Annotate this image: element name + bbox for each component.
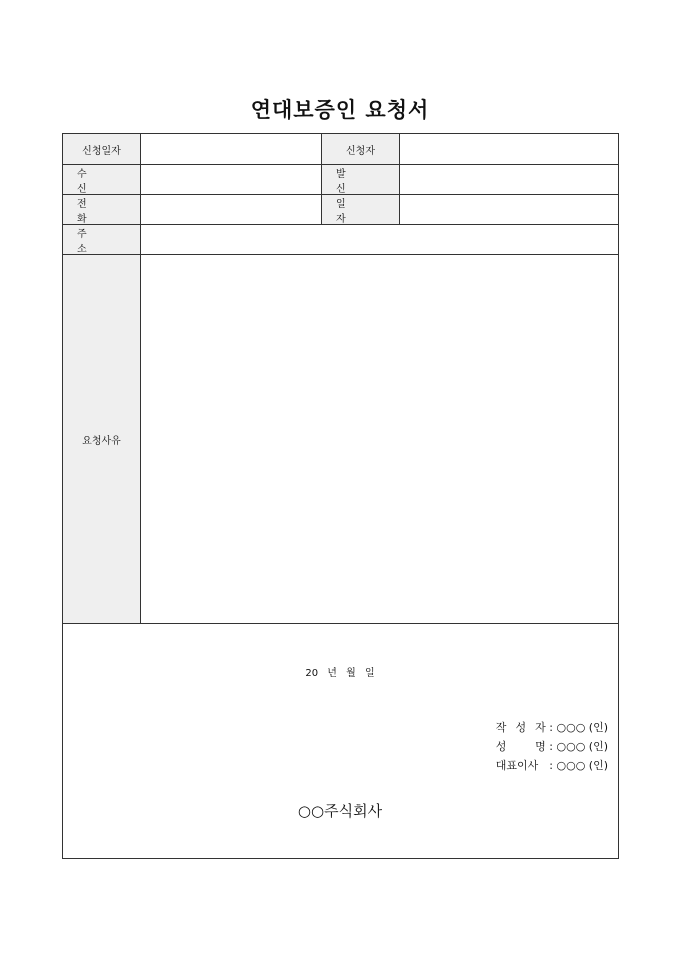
signature-key: 작 성 자 [495, 721, 546, 734]
applicant-label: 신청자 [321, 134, 400, 164]
signature-writer [496, 719, 608, 735]
date-field[interactable] [400, 195, 618, 224]
phone-label: 전 화 [63, 195, 141, 224]
date-label: 일 자 [321, 195, 400, 224]
applicant-field[interactable] [400, 134, 618, 164]
sender-label: 발 신 [321, 165, 400, 194]
document-title: 연대보증인 요청서 [250, 98, 430, 122]
signature-name [496, 738, 608, 754]
reason-label: 요청사유 [63, 255, 141, 623]
address-field[interactable] [141, 225, 618, 254]
address-label: 주 소 [63, 225, 141, 254]
signature-key: 대표이사 [495, 759, 539, 772]
signature-ceo [496, 757, 608, 773]
reason-field[interactable] [141, 255, 618, 623]
phone-field[interactable] [141, 195, 321, 224]
signature-value: : ○○○ (인) [549, 759, 608, 772]
apply-date-label: 신청일자 [63, 134, 141, 164]
date-line: 20 년 월 일 [305, 668, 375, 679]
recipient-label: 수 신 [63, 165, 141, 194]
form-row-address [63, 225, 618, 255]
form-row-recipient [63, 165, 618, 195]
form-row-reason [63, 255, 618, 624]
apply-date-field[interactable] [141, 134, 321, 164]
signature-value: : ○○○ (인) [549, 740, 608, 753]
form-row-phone [63, 195, 618, 225]
recipient-field[interactable] [141, 165, 321, 194]
company-name: ○○주식회사 [297, 802, 383, 820]
signature-value: : ○○○ (인) [549, 721, 608, 734]
form-row-apply [63, 134, 618, 165]
sender-field[interactable] [400, 165, 618, 194]
signature-key: 성 명 [495, 740, 546, 753]
